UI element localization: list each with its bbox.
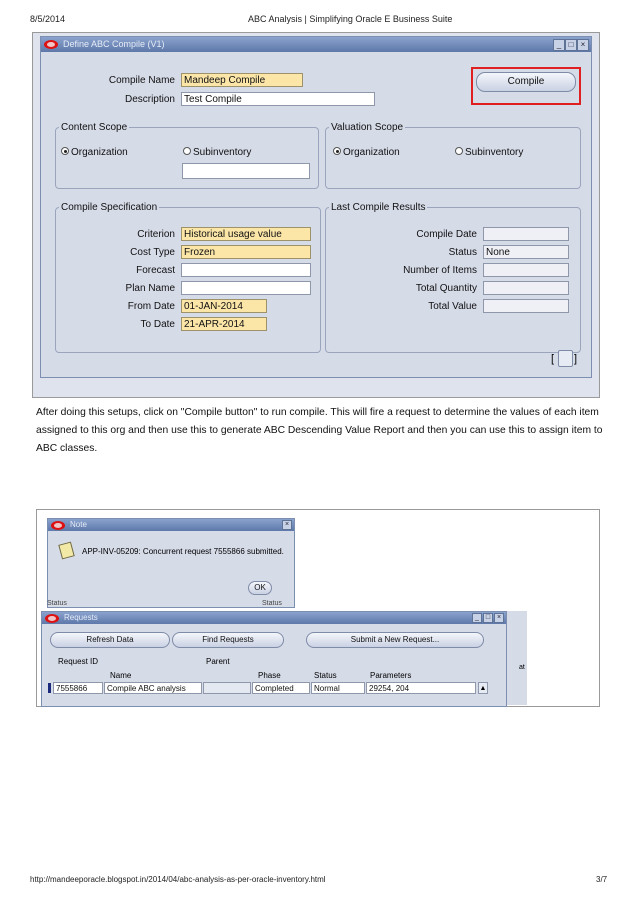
from-date-label: From Date — [127, 301, 175, 312]
content-scope-sub-radio[interactable]: Subinventory — [183, 147, 251, 158]
find-requests-button[interactable]: Find Requests — [172, 632, 284, 648]
content-scope-group — [55, 127, 319, 189]
note-titlebar — [48, 519, 294, 531]
col-status: Status — [314, 671, 337, 680]
minimize-icon[interactable]: _ — [553, 39, 565, 51]
window-title: Define ABC Compile (V1) — [63, 39, 165, 49]
compile-date-label: Compile Date — [416, 229, 477, 240]
valuation-scope-group — [325, 127, 581, 189]
radio-selected-icon — [61, 147, 69, 155]
valuation-scope-title: Valuation Scope — [331, 122, 404, 133]
maximize-icon[interactable]: □ — [565, 39, 577, 51]
footer-page: 3/7 — [596, 875, 608, 884]
minimize-icon[interactable]: _ — [472, 613, 482, 623]
plan-name-label: Plan Name — [125, 283, 175, 294]
criterion-label: Criterion — [137, 229, 175, 240]
status-field: None — [483, 245, 569, 259]
requests-titlebar — [42, 612, 506, 624]
close-icon[interactable]: × — [577, 39, 589, 51]
compile-name-input[interactable]: Mandeep Compile — [181, 73, 303, 87]
col-parent: Parent — [206, 657, 230, 666]
number-of-items-label: Number of Items — [403, 265, 477, 276]
behind-status-left: Status — [47, 600, 67, 607]
last-compile-results-title: Last Compile Results — [331, 202, 426, 213]
content-scope-title: Content Scope — [61, 122, 128, 133]
radio-selected-icon — [333, 147, 341, 155]
valuation-scope-org-radio[interactable]: Organization — [333, 147, 400, 158]
background-window-text: at — [519, 664, 525, 671]
behind-status-right: Status — [262, 600, 282, 607]
cost-type-input[interactable]: Frozen — [181, 245, 311, 259]
screenshot-requests — [36, 509, 600, 707]
criterion-input[interactable]: Historical usage value — [181, 227, 311, 241]
row-status[interactable]: Normal — [311, 682, 365, 694]
plan-name-input[interactable] — [181, 281, 311, 295]
submit-new-request-button[interactable]: Submit a New Request... — [306, 632, 484, 648]
forecast-input[interactable] — [181, 263, 311, 277]
compile-date-field — [483, 227, 569, 241]
scroll-up-icon[interactable]: ▲ — [478, 682, 488, 694]
bracket-right: ] — [574, 353, 578, 365]
compile-specification-title: Compile Specification — [61, 202, 158, 213]
footer-url: http://mandeeporacle.blogspot.in/2014/04/abc-analysis-as-per-oracle-inventory.html — [30, 875, 326, 884]
total-value-field — [483, 299, 569, 313]
to-date-input[interactable]: 21-APR-2014 — [181, 317, 267, 331]
compile-button[interactable]: Compile — [476, 72, 576, 92]
forecast-label: Forecast — [136, 265, 175, 276]
define-abc-compile-window — [40, 36, 592, 378]
row-parent[interactable] — [203, 682, 251, 694]
requests-window — [41, 611, 507, 707]
bracket-left: [ — [551, 353, 555, 365]
maximize-icon[interactable]: □ — [483, 613, 493, 623]
note-message: APP-INV-05209: Concurrent request 7555866 submitted. — [82, 547, 284, 556]
content-scope-org-radio[interactable]: Organization — [61, 147, 128, 158]
oracle-logo-icon — [51, 521, 65, 530]
radio-empty-icon — [455, 147, 463, 155]
radio-empty-icon — [183, 147, 191, 155]
oracle-logo-icon — [45, 614, 59, 623]
note-icon — [58, 542, 74, 560]
col-phase: Phase — [258, 671, 281, 680]
print-date: 8/5/2014 — [30, 14, 66, 24]
background-window-edge — [507, 611, 527, 705]
description-input[interactable]: Test Compile — [181, 92, 375, 106]
note-dialog — [47, 518, 295, 608]
row-selected-indicator — [48, 683, 51, 693]
cost-type-label: Cost Type — [130, 247, 175, 258]
refresh-data-button[interactable]: Refresh Data — [50, 632, 170, 648]
status-label: Status — [448, 247, 477, 258]
description-label: Description — [124, 94, 175, 105]
close-icon[interactable]: × — [282, 520, 292, 530]
total-quantity-field — [483, 281, 569, 295]
row-parameters[interactable]: 29254, 204 — [366, 682, 476, 694]
to-date-label: To Date — [140, 319, 175, 330]
compile-name-label: Compile Name — [108, 75, 175, 86]
col-request-id: Request ID — [58, 657, 99, 666]
window-titlebar — [41, 37, 591, 52]
close-icon[interactable]: × — [494, 613, 504, 623]
ok-button[interactable]: OK — [248, 581, 272, 595]
print-title: ABC Analysis | Simplifying Oracle E Business Suite — [248, 14, 453, 24]
from-date-input[interactable]: 01-JAN-2014 — [181, 299, 267, 313]
total-value-label: Total Value — [428, 301, 477, 312]
attachment-checkbox[interactable] — [558, 350, 573, 367]
oracle-logo-icon — [44, 40, 58, 49]
col-name: Name — [110, 671, 132, 680]
instruction-paragraph: After doing this setups, click on "Compile button" to run compile. This will fire a request to determine the values of each item assigned to this org and then use this to generate ABC Descending Value Report and then you can use this to assign item to ABC classes. — [36, 407, 603, 454]
row-name[interactable]: Compile ABC analysis — [104, 682, 202, 694]
col-parameters: Parameters — [370, 671, 412, 680]
subinventory-input[interactable] — [182, 163, 310, 179]
requests-title: Requests — [64, 613, 98, 622]
row-phase[interactable]: Completed — [252, 682, 310, 694]
number-of-items-field — [483, 263, 569, 277]
valuation-scope-sub-radio[interactable]: Subinventory — [455, 147, 523, 158]
total-quantity-label: Total Quantity — [415, 283, 477, 294]
note-title: Note — [70, 520, 87, 529]
row-request-id[interactable]: 7555866 — [53, 682, 103, 694]
